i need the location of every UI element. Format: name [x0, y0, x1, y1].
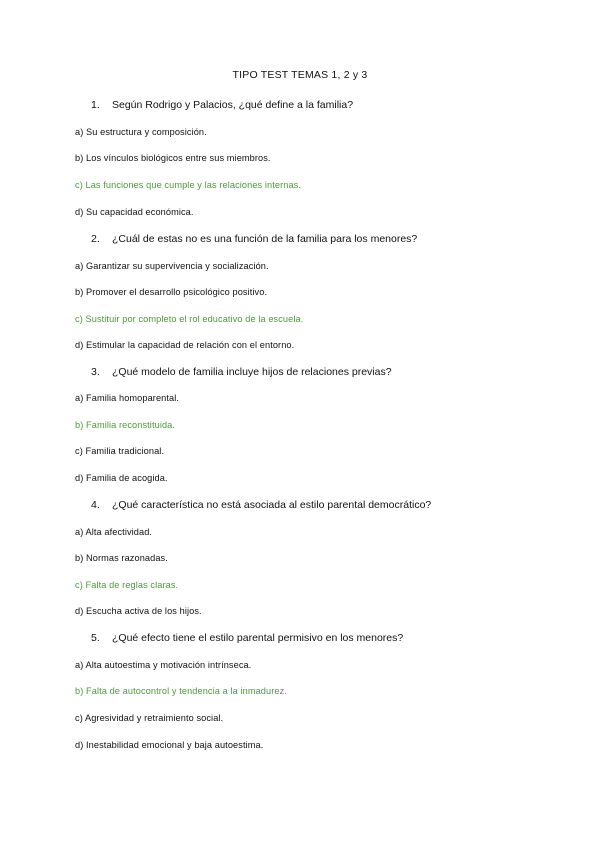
question-number: 4.	[91, 499, 100, 511]
question-1	[91, 99, 353, 111]
question-5	[91, 632, 403, 644]
option-2d: d) Estimular la capacidad de relación con el entorno.	[75, 340, 295, 350]
option-4a: a) Alta afectividad.	[75, 527, 153, 537]
question-4	[91, 499, 431, 511]
question-text: ¿Qué característica no está asociada al estilo parental democrático?	[112, 499, 432, 511]
option-1b: b) Los vínculos biológicos entre sus miembros.	[75, 153, 271, 163]
option-1d: d) Su capacidad económica.	[75, 207, 194, 217]
option-1c-correct: c) Las funciones que cumple y las relaciones internas.	[75, 180, 302, 190]
question-number: 3.	[91, 366, 100, 378]
question-text: ¿Cuál de estas no es una función de la familia para los menores?	[112, 233, 418, 245]
option-4d: d) Escucha activa de los hijos.	[75, 606, 202, 616]
question-text: ¿Qué modelo de familia incluye hijos de relaciones previas?	[112, 366, 392, 378]
option-3b-correct: b) Familia reconstituida.	[75, 420, 176, 430]
question-number: 2.	[91, 233, 100, 245]
question-3	[91, 366, 392, 378]
option-5a: a) Alta autoestima y motivación intrínseca.	[75, 660, 252, 670]
option-5c: c) Agresividad y retraimiento social.	[75, 713, 224, 723]
option-2c-correct: c) Sustituir por completo el rol educativo de la escuela.	[75, 314, 304, 324]
question-number: 5.	[91, 632, 100, 644]
question-text: ¿Qué efecto tiene el estilo parental permisivo en los menores?	[112, 632, 404, 644]
option-3d: d) Familia de acogida.	[75, 473, 168, 483]
option-3c: c) Familia tradicional.	[75, 446, 165, 456]
option-1a: a) Su estructura y composición.	[75, 127, 207, 137]
question-text: Según Rodrigo y Palacios, ¿qué define a la familia?	[112, 99, 354, 111]
option-3a: a) Familia homoparental.	[75, 393, 180, 403]
option-2b: b) Promover el desarrollo psicológico positivo.	[75, 287, 268, 297]
option-5b-correct: b) Falta de autocontrol y tendencia a la inmadurez.	[75, 686, 287, 696]
option-4b: b) Normas razonadas.	[75, 553, 168, 563]
question-2	[91, 233, 417, 245]
option-2a: a) Garantizar su supervivencia y socialización.	[75, 261, 269, 271]
page-title: TIPO TEST TEMAS 1, 2 y 3	[232, 69, 368, 81]
question-number: 1.	[91, 99, 100, 111]
option-5d: d) Inestabilidad emocional y baja autoestima.	[75, 740, 264, 750]
option-4c-correct: c) Falta de reglas claras.	[75, 580, 179, 590]
